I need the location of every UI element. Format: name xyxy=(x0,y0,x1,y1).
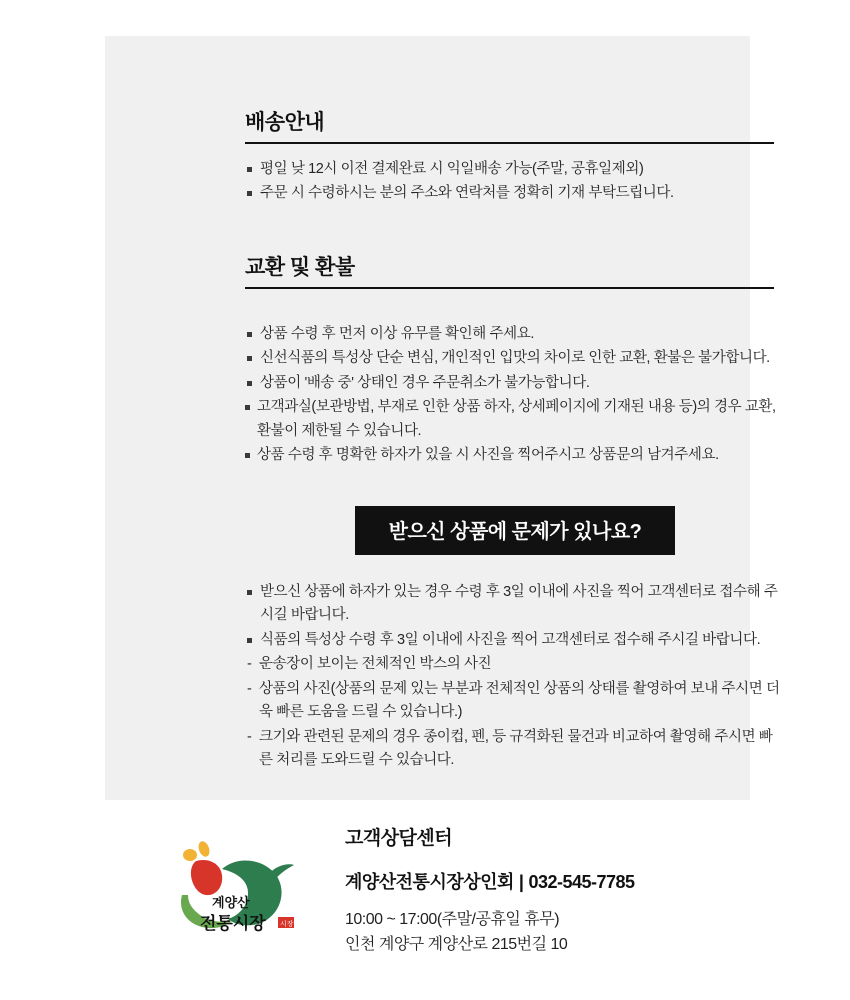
shipping-section-title: 배송안내 xyxy=(245,111,325,134)
footer-title: 고객상담센터 xyxy=(345,828,453,849)
footer-phone[interactable]: 032-545-7785 xyxy=(528,872,635,892)
list-item: - 상품의 사진(상품의 문제 있는 부분과 전체적인 상품의 상태를 촬영하여 보내 주시면 더욱 빠른 도움을 드릴 수 있습니다.) xyxy=(245,678,785,725)
list-item: 평일 낮 12시 이전 결제완료 시 익일배송 가능(주말, 공휴일제외) xyxy=(245,158,785,181)
info-panel xyxy=(105,36,780,800)
footer-separator: | xyxy=(518,872,524,892)
problem-list xyxy=(245,581,785,773)
shipping-list xyxy=(245,158,785,206)
exchange-list xyxy=(245,323,785,468)
list-item: - 운송장이 보이는 전체적인 박스의 사진 xyxy=(245,653,785,676)
market-logo-icon xyxy=(152,835,312,955)
list-item: 상품 수령 후 명확한 하자가 있을 시 사진을 찍어주시고 상품문의 남겨주세요. xyxy=(245,444,785,467)
logo-text-top: 계양산 xyxy=(212,895,250,910)
footer-org-line xyxy=(345,868,805,894)
market-logo xyxy=(152,835,312,955)
exchange-section-title: 교환 및 환불 xyxy=(245,255,355,279)
footer xyxy=(0,815,850,1000)
problem-banner-wrap xyxy=(245,506,785,555)
problem-banner: 받으신 상품에 문제가 있나요? xyxy=(355,506,676,555)
list-item: 식품의 특성상 수령 후 3일 이내에 사진을 찍어 고객센터로 접수해 주시길 바랍니다. xyxy=(245,629,785,652)
footer-org-name: 계양산전통시장상인회 xyxy=(345,872,514,892)
footer-hours: 10:00 ~ 17:00(주말/공휴일 휴무) xyxy=(345,911,560,928)
shipping-title-divider xyxy=(245,142,774,144)
logo-text-bottom: 전통시장 xyxy=(200,914,266,933)
svg-text:시장: 시장 xyxy=(280,921,294,928)
list-item: - 크기와 관련된 문제의 경우 종이컵, 펜, 등 규격화된 물건과 비교하여 촬영해 주시면 빠른 처리를 도와드릴 수 있습니다. xyxy=(245,726,785,773)
list-item: 받으신 상품에 하자가 있는 경우 수령 후 3일 이내에 사진을 찍어 고객센터로 접수해 주시길 바랍니다. xyxy=(245,581,785,628)
list-item: 신선식품의 특성상 단순 변심, 개인적인 입맛의 차이로 인한 교환, 환불은 불가합니다. xyxy=(245,347,785,370)
footer-address: 인천 계양구 계양산로 215번길 10 xyxy=(345,935,568,953)
exchange-title-divider xyxy=(245,287,774,289)
list-item: 상품 수령 후 먼저 이상 유무를 확인해 주세요. xyxy=(245,323,785,346)
footer-text-block xyxy=(345,823,805,958)
spacer xyxy=(245,207,785,251)
list-item: 주문 시 수령하시는 분의 주소와 연락처를 정확히 기재 부탁드립니다. xyxy=(245,182,785,205)
spacer xyxy=(245,303,785,323)
list-item: 고객과실(보관방법, 부재로 인한 상품 하자, 상세페이지에 기재된 내용 등)의 경우 교환, 환불이 제한될 수 있습니다. xyxy=(245,396,785,443)
list-item: 상품이 '배송 중' 상태인 경우 주문취소가 불가능합니다. xyxy=(245,372,785,395)
panel-content xyxy=(245,106,785,774)
